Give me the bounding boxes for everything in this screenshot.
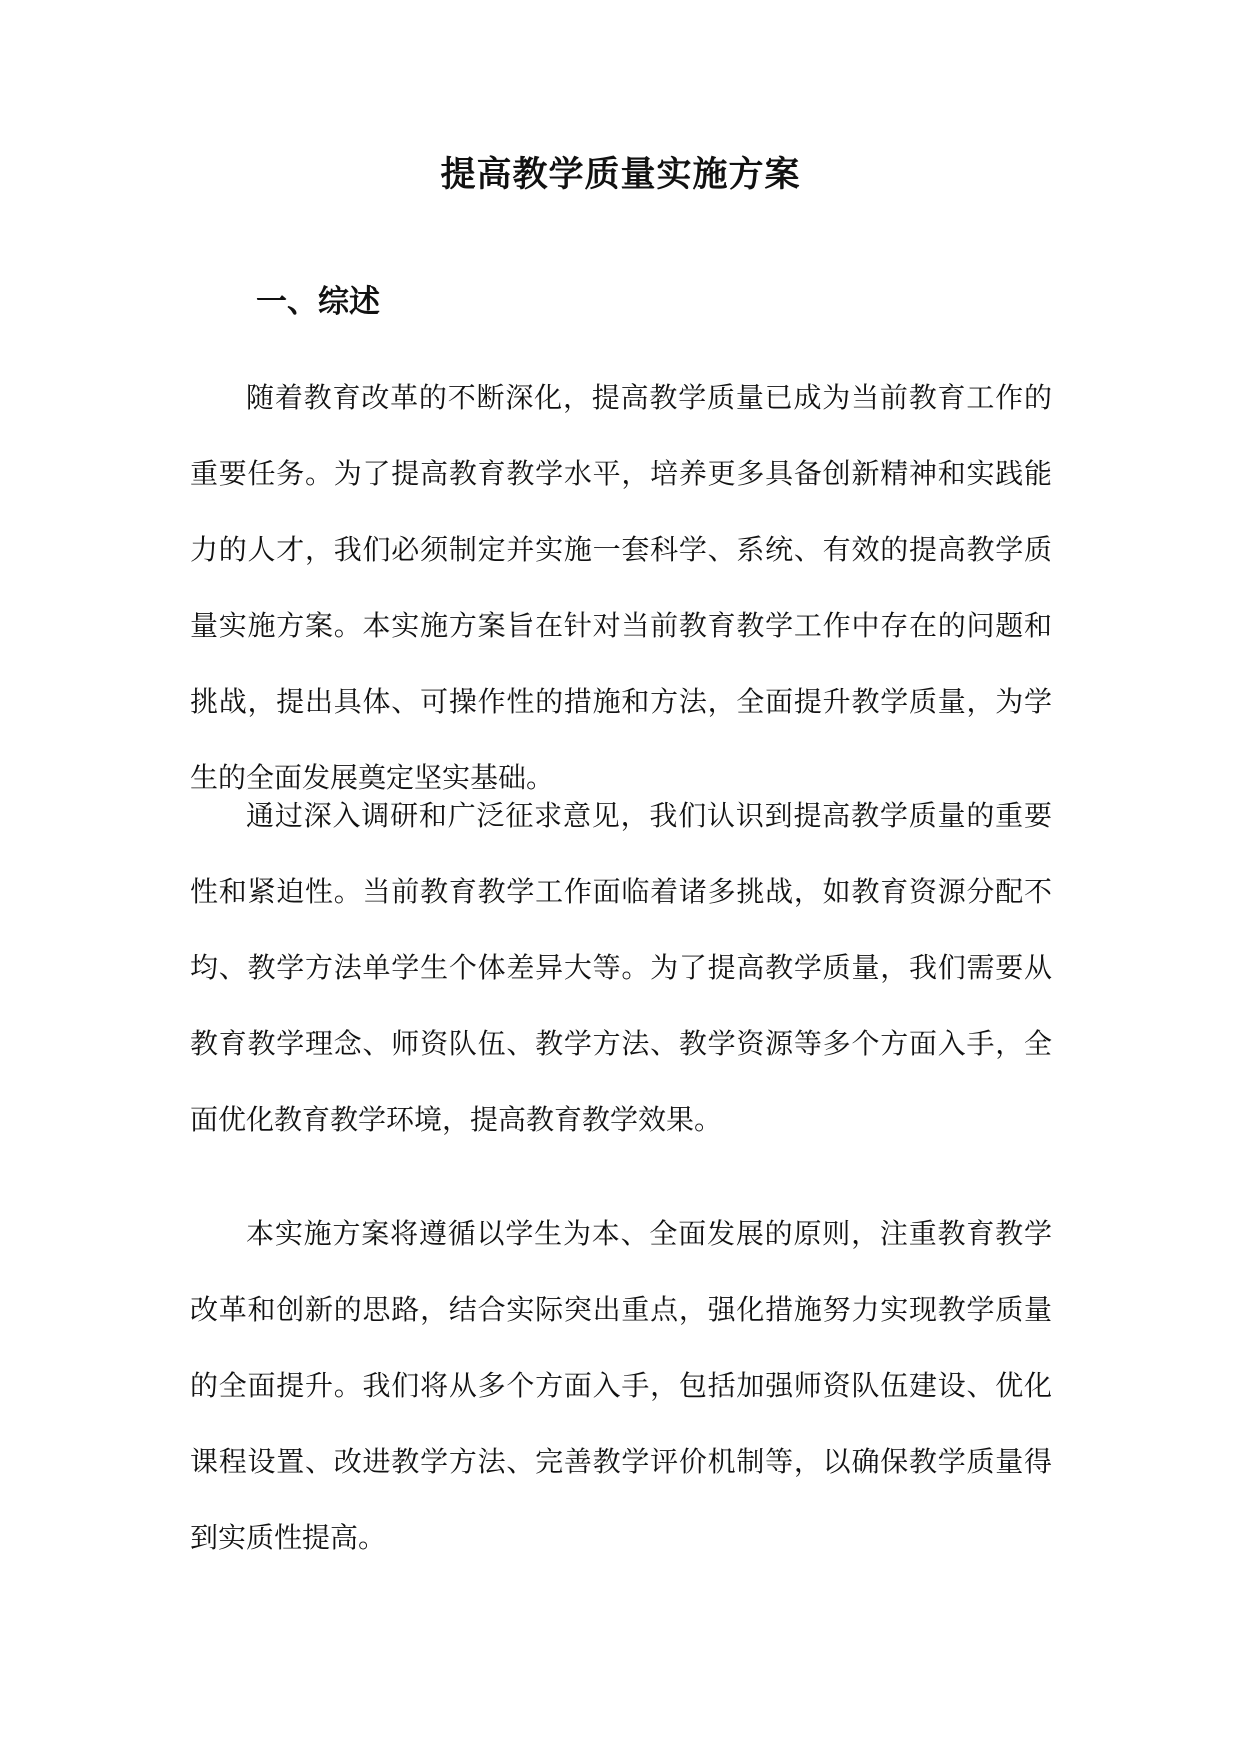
document-title: 提高教学质量实施方案 [440,154,801,195]
paragraph-1: 随着教育改革的不断深化，提高教学质量已成为当前教育工作的重要任务。为了提高教育教学水平，培养更多具备创新精神和实践能力的人才，我们必须制定并实施一套科学、系统、有效的提高教学质量实施方案。本实施方案旨在针对当前教育教学工作中存在的问题和挑战，提出具体、可操作性的措施和方法，全面提升教学质量，为学生的全面发展奠定坚实基础。 [190,381,1052,794]
section-heading: 一、综述 [256,284,380,320]
paragraph-2: 通过深入调研和广泛征求意见，我们认识到提高教学质量的重要性和紧迫性。当前教育教学工作面临着诸多挑战，如教育资源分配不均、教学方法单学生个体差异大等。为了提高教学质量，我们需要从教育教学理念、师资队伍、教学方法、教学资源等多个方面入手，全面优化教育教学环境，提高教育教学效果。 [190,799,1052,1136]
paragraph-3: 本实施方案将遵循以学生为本、全面发展的原则，注重教育教学改革和创新的思路，结合实际突出重点，强化措施努力实现教学质量的全面提升。我们将从多个方面入手，包括加强师资队伍建设、优化课程设置、改进教学方法、完善教学评价机制等，以确保教学质量得到实质性提高。 [190,1217,1052,1554]
